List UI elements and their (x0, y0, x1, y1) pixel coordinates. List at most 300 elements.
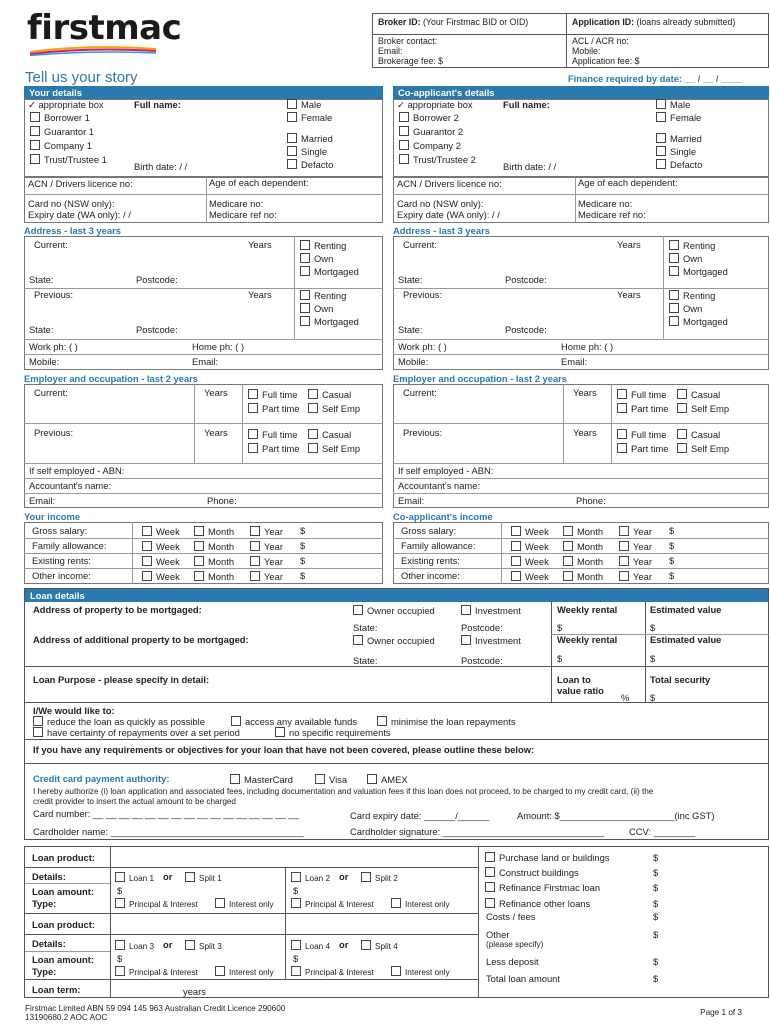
app-previous-tenure-2[interactable]: Mortgaged (300, 316, 359, 327)
co-role-1[interactable]: Guarantor 2 (399, 126, 463, 137)
use-refinance-firstmac[interactable]: Refinance Firstmac loan (485, 882, 600, 893)
checkbox[interactable] (30, 126, 40, 136)
checkbox[interactable] (287, 112, 297, 122)
co-current: Current: (403, 387, 437, 398)
ccv-field[interactable]: CCV: ________ (629, 826, 696, 837)
co-inc0-m[interactable]: Month (563, 526, 603, 537)
app-previous-emp-1[interactable]: Part time (248, 443, 300, 454)
checkbox[interactable] (142, 526, 152, 536)
dollar-sign: $ (653, 973, 659, 984)
co-medicare_ref: Medicare ref no: (578, 209, 646, 220)
checkbox[interactable] (287, 159, 297, 169)
checkbox[interactable] (391, 898, 401, 908)
checkbox[interactable] (619, 571, 629, 581)
please-specify-label: (please specify) (486, 940, 544, 949)
checkbox[interactable] (367, 774, 377, 784)
app-current-emp-2[interactable]: Casual (308, 389, 351, 400)
co-inc1-w[interactable]: Week (511, 541, 549, 552)
co-role-3[interactable]: Trust/Trustee 2 (399, 154, 476, 165)
co-medicare: Medicare no: (578, 198, 633, 209)
co-inc1-m[interactable]: Month (563, 541, 603, 552)
logo-swoosh (28, 44, 158, 56)
checkbox[interactable] (669, 316, 679, 326)
property-postcode: Postcode: (461, 622, 503, 633)
visa-option[interactable]: Visa (315, 774, 347, 785)
co-email: Email: (398, 495, 425, 506)
investment-option-2[interactable]: Investment (461, 635, 521, 646)
split-1-option[interactable]: Split 1 (185, 872, 222, 883)
io-option-1[interactable]: Interest only (215, 898, 274, 909)
checkbox[interactable] (399, 140, 409, 150)
app-status-1[interactable]: Single (287, 146, 327, 157)
checkbox[interactable] (617, 443, 627, 453)
checkbox[interactable] (617, 389, 627, 399)
checkbox[interactable] (142, 541, 152, 551)
dollar-sign: $ (293, 885, 299, 896)
checkbox[interactable] (656, 133, 666, 143)
option-no-specific[interactable]: no specific requirements (275, 727, 391, 738)
checkbox[interactable] (300, 266, 310, 276)
checkbox[interactable] (617, 429, 627, 439)
checkbox[interactable] (563, 526, 573, 536)
checkbox[interactable] (248, 389, 258, 399)
owner-occupied-option-2[interactable]: Owner occupied (353, 635, 435, 646)
checkbox[interactable] (300, 303, 310, 313)
co-status-0[interactable]: Married (656, 133, 702, 144)
dollar-sign: $ (653, 929, 659, 940)
requirements-label: If you have any requirements or objectives for your loan that have not been covered, please outline these below: (33, 744, 535, 755)
amount-field[interactable]: Amount: $______________________(inc GST) (517, 810, 715, 821)
app-previous-emp-0[interactable]: Full time (248, 429, 297, 440)
app-inc1-m[interactable]: Month (194, 541, 234, 552)
checkbox[interactable] (300, 240, 310, 250)
co-state: State: (398, 324, 423, 335)
checkbox[interactable] (619, 526, 629, 536)
costs-fees-label: Costs / fees (486, 911, 536, 922)
co-inc3-m[interactable]: Month (563, 571, 603, 582)
co-role-0[interactable]: Borrower 2 (399, 112, 459, 123)
co-dependents: Age of each dependent: (578, 177, 678, 188)
mastercard-option[interactable]: MasterCard (230, 774, 293, 785)
co-current-emp-1[interactable]: Part time (617, 403, 669, 414)
app-inc1-y[interactable]: Year (250, 541, 283, 552)
loan-1-option[interactable]: Loan 1 (115, 872, 154, 883)
checkbox[interactable] (391, 966, 401, 976)
option-reduce[interactable]: reduce the loan as quickly as possible (33, 716, 205, 727)
checkbox[interactable] (275, 727, 285, 737)
checkbox[interactable] (511, 556, 521, 566)
checkbox[interactable] (33, 716, 43, 726)
pi-option-4[interactable]: Principal & Interest (291, 966, 374, 977)
app-years: Years (204, 387, 228, 398)
co-current-emp-2[interactable]: Casual (677, 389, 720, 400)
co-current-tenure-1[interactable]: Own (669, 253, 702, 264)
loan-2-option[interactable]: Loan 2 (291, 872, 330, 883)
type-label-2: Type: (32, 966, 57, 977)
checkbox[interactable] (617, 403, 627, 413)
checkbox[interactable] (656, 112, 666, 122)
broker-contact-label: Broker contact: (378, 36, 438, 46)
app-inc0-w[interactable]: Week (142, 526, 180, 537)
app-inc2-w[interactable]: Week (142, 556, 180, 567)
app-phone: Phone: (207, 495, 237, 506)
would-like-label: I/We would like to: (33, 705, 115, 716)
amex-option[interactable]: AMEX (367, 774, 408, 785)
co-previous: Previous: (403, 427, 443, 438)
checkbox[interactable] (185, 872, 195, 882)
checkbox[interactable] (308, 429, 318, 439)
dollar-sign: $ (653, 867, 659, 878)
app-inc0-y[interactable]: Year (250, 526, 283, 537)
app-inc1-w[interactable]: Week (142, 541, 180, 552)
app-employer-heading: Employer and occupation - last 2 years (24, 373, 199, 384)
dollar-sign: $ (117, 885, 123, 896)
dollar-sign: $ (557, 622, 563, 633)
co-previous-emp-1[interactable]: Part time (617, 443, 669, 454)
co-current-emp-0[interactable]: Full time (617, 389, 666, 400)
loan-product-label-2: Loan product: (32, 919, 96, 930)
split-2-option[interactable]: Split 2 (361, 872, 398, 883)
co-status-2[interactable]: Defacto (656, 159, 702, 170)
co-card_no: Card no (NSW only): (397, 198, 484, 209)
app-current-emp-0[interactable]: Full time (248, 389, 297, 400)
estimated-value-label-2: Estimated value (650, 634, 722, 645)
footer-company: Firstmac Limited ABN 59 094 145 963 Australian Credit Licence 290600 (25, 1004, 286, 1013)
checkbox[interactable] (485, 898, 495, 908)
application-id-label: Application ID: (572, 17, 635, 27)
loan-products-table (24, 846, 479, 998)
co-current-tenure-0[interactable]: Renting (669, 240, 715, 251)
checkbox[interactable] (669, 303, 679, 313)
checkbox[interactable] (215, 898, 225, 908)
checkbox[interactable] (511, 571, 521, 581)
split-4-option[interactable]: Split 4 (361, 940, 398, 951)
loan-purpose-label: Loan Purpose - please specify in detail: (33, 674, 210, 685)
checkbox[interactable] (677, 403, 687, 413)
investment-option[interactable]: Investment (461, 605, 521, 616)
cardholder-name-field[interactable]: Cardholder name: _____________________________________ (33, 826, 304, 837)
app-acn: ACN / Drivers licence no: (28, 178, 133, 189)
checkbox[interactable] (677, 443, 687, 453)
co-inc0-w[interactable]: Week (511, 526, 549, 537)
checkbox[interactable] (656, 159, 666, 169)
checkbox[interactable] (619, 541, 629, 551)
co-inc0-y[interactable]: Year (619, 526, 652, 537)
io-option-2[interactable]: Interest only (391, 898, 450, 909)
co-dollar: $ (669, 540, 675, 551)
checkbox[interactable] (399, 126, 409, 136)
checkbox[interactable] (250, 556, 260, 566)
pi-option-3[interactable]: Principal & Interest (115, 966, 198, 977)
page-title: Tell us your story (25, 69, 138, 86)
app-mobile: Mobile: (29, 356, 60, 367)
checkbox[interactable] (353, 635, 363, 645)
checkbox[interactable] (115, 966, 125, 976)
checkbox[interactable] (353, 605, 363, 615)
option-minimise[interactable]: minimise the loan repayments (377, 716, 516, 727)
app-inc3-w[interactable]: Week (142, 571, 180, 582)
card-expiry-field[interactable]: Card expiry date: ______/______ (350, 810, 490, 821)
pi-option-1[interactable]: Principal & Interest (115, 898, 198, 909)
co-full_name: Full name: (503, 99, 550, 110)
option-certainty[interactable]: have certainty of repayments over a set period (33, 727, 240, 738)
checkbox[interactable] (115, 940, 125, 950)
less-deposit-label: Less deposit (486, 956, 539, 967)
app-birth: Birth date: / / (134, 161, 188, 172)
use-construct[interactable]: Construct buildings (485, 867, 579, 878)
loan-amount-label-1: Loan amount: (32, 886, 94, 897)
co-previous-tenure-2[interactable]: Mortgaged (669, 316, 728, 327)
owner-occupied-option[interactable]: Owner occupied (353, 605, 435, 616)
checkbox[interactable] (248, 443, 258, 453)
checkbox[interactable] (308, 443, 318, 453)
co-inc2-y[interactable]: Year (619, 556, 652, 567)
co-current-tenure-2[interactable]: Mortgaged (669, 266, 728, 277)
app-3: Other income: (32, 570, 91, 581)
checkbox[interactable] (248, 403, 258, 413)
use-purchase[interactable]: Purchase land or buildings (485, 852, 610, 863)
app-role-0[interactable]: Borrower 1 (30, 112, 90, 123)
brokerage-fee-label: Brokerage fee: $ (378, 56, 444, 66)
co-heading: Co-applicant's details (393, 86, 769, 99)
co-postcode: Postcode: (505, 324, 547, 335)
co-inc2-w[interactable]: Week (511, 556, 549, 567)
app-previous-emp-2[interactable]: Casual (308, 429, 351, 440)
loan-details-heading: Loan details (25, 589, 768, 602)
total-loan-label: Total loan amount (486, 973, 561, 984)
co-dollar: $ (669, 555, 675, 566)
acl-label: ACL / ACR no: (572, 36, 629, 46)
io-option-3[interactable]: Interest only (215, 966, 274, 977)
co-inc1-y[interactable]: Year (619, 541, 652, 552)
dollar-sign: $ (653, 911, 659, 922)
app-inc2-m[interactable]: Month (194, 556, 234, 567)
checkbox[interactable] (308, 389, 318, 399)
checkbox[interactable] (250, 541, 260, 551)
checkbox[interactable] (485, 852, 495, 862)
or-label: or (163, 871, 173, 882)
app-previous-emp-3[interactable]: Self Emp (308, 443, 360, 454)
co-years: Years (573, 387, 597, 398)
app-current-tenure-0[interactable]: Renting (300, 240, 346, 251)
app-appropriate-box: ✓ appropriate box (28, 99, 104, 110)
checkbox[interactable] (194, 556, 204, 566)
checkbox[interactable] (361, 872, 371, 882)
co-previous-emp-2[interactable]: Casual (677, 429, 720, 440)
co-income-heading: Co-applicant's income (393, 511, 493, 522)
checkbox[interactable] (291, 898, 301, 908)
dollar-sign: $ (117, 953, 123, 964)
use-refinance-other[interactable]: Refinance other loans (485, 898, 590, 909)
co-gender-0[interactable]: Male (656, 99, 690, 110)
checkbox[interactable] (563, 556, 573, 566)
app-dollar: $ (300, 555, 306, 566)
loan-4-option[interactable]: Loan 4 (291, 940, 330, 951)
checkbox[interactable] (248, 429, 258, 439)
checkbox[interactable] (511, 526, 521, 536)
checkbox[interactable] (250, 571, 260, 581)
checkbox[interactable] (194, 571, 204, 581)
co-status-1[interactable]: Single (656, 146, 696, 157)
checkbox[interactable] (669, 266, 679, 276)
dollar-sign: $ (653, 956, 659, 967)
checkbox[interactable] (656, 99, 666, 109)
application-fee-label: Application fee: $ (572, 56, 640, 66)
checkbox[interactable] (377, 716, 387, 726)
checkbox[interactable] (194, 526, 204, 536)
co-previous-tenure-0[interactable]: Renting (669, 290, 715, 301)
co-birth: Birth date: / / (503, 161, 557, 172)
app-status-0[interactable]: Married (287, 133, 333, 144)
co-current: Current: (403, 239, 437, 250)
checkbox[interactable] (461, 605, 471, 615)
checkbox[interactable] (30, 112, 40, 122)
loan-details-section (24, 588, 769, 764)
checkbox[interactable] (291, 940, 301, 950)
app-current-emp-3[interactable]: Self Emp (308, 403, 360, 414)
checkbox[interactable] (33, 727, 43, 737)
checkbox[interactable] (194, 541, 204, 551)
app-gender-1[interactable]: Female (287, 112, 332, 123)
checkbox[interactable] (291, 872, 301, 882)
app-role-3[interactable]: Trust/Trustee 1 (30, 154, 107, 165)
loan-product-label-1: Loan product: (32, 852, 96, 863)
split-3-option[interactable]: Split 3 (185, 940, 222, 951)
co-years: Years (617, 289, 641, 300)
app-status-2[interactable]: Defacto (287, 159, 333, 170)
checkbox[interactable] (300, 290, 310, 300)
checkbox[interactable] (361, 940, 371, 950)
pi-option-2[interactable]: Principal & Interest (291, 898, 374, 909)
co-role-2[interactable]: Company 2 (399, 140, 461, 151)
co-postcode: Postcode: (505, 274, 547, 285)
co-gender-1[interactable]: Female (656, 112, 701, 123)
cardholder-signature-field[interactable]: Cardholder signature: _______________________________ (350, 826, 605, 837)
checkbox[interactable] (669, 290, 679, 300)
checkbox[interactable] (287, 146, 297, 156)
app-state: State: (29, 324, 54, 335)
checkbox[interactable] (231, 716, 241, 726)
app-inc3-m[interactable]: Month (194, 571, 234, 582)
co-inc2-m[interactable]: Month (563, 556, 603, 567)
co-work_ph: Work ph: ( ) (398, 341, 447, 352)
card-number-field[interactable]: Card number: __ __ __ __ __ __ __ __ __ __ __ __ __ __ __ __ (33, 808, 299, 819)
checkbox[interactable] (115, 898, 125, 908)
app-role-1[interactable]: Guarantor 1 (30, 126, 94, 137)
checkbox[interactable] (485, 882, 495, 892)
app-current: Current: (34, 239, 68, 250)
co-mobile: Mobile: (398, 356, 429, 367)
app-current-emp-1[interactable]: Part time (248, 403, 300, 414)
co-inc3-y[interactable]: Year (619, 571, 652, 582)
io-option-4[interactable]: Interest only (391, 966, 450, 977)
checkbox[interactable] (669, 253, 679, 263)
checkbox[interactable] (677, 389, 687, 399)
checkbox[interactable] (185, 940, 195, 950)
co-previous-emp-3[interactable]: Self Emp (677, 443, 729, 454)
credit-card-heading: Credit card payment authority: (33, 773, 170, 784)
checkbox[interactable] (142, 556, 152, 566)
app-role-2[interactable]: Company 1 (30, 140, 92, 151)
other-label: Other (486, 929, 510, 940)
co-1: Family allowance: (401, 540, 476, 551)
loan-3-option[interactable]: Loan 3 (115, 940, 154, 951)
checkbox[interactable] (215, 966, 225, 976)
checkbox[interactable] (563, 541, 573, 551)
app-gender-0[interactable]: Male (287, 99, 321, 110)
checkbox[interactable] (287, 133, 297, 143)
co-previous-tenure-1[interactable]: Own (669, 303, 702, 314)
weekly-rental-label: Weekly rental (557, 604, 618, 615)
checkbox[interactable] (300, 253, 310, 263)
co-inc3-w[interactable]: Week (511, 571, 549, 582)
app-inc0-m[interactable]: Month (194, 526, 234, 537)
app-postcode: Postcode: (136, 324, 178, 335)
co-2: Existing rents: (401, 555, 460, 566)
co-state: State: (398, 274, 423, 285)
checkbox[interactable] (399, 154, 409, 164)
co-3: Other income: (401, 570, 460, 581)
checkbox[interactable] (142, 571, 152, 581)
app-current-tenure-1[interactable]: Own (300, 253, 333, 264)
co-home_ph: Home ph: ( ) (561, 341, 614, 352)
co-previous: Previous: (403, 289, 443, 300)
app-previous-tenure-1[interactable]: Own (300, 303, 333, 314)
checkbox[interactable] (291, 966, 301, 976)
option-access[interactable]: access any available funds (231, 716, 357, 727)
app-inc3-y[interactable]: Year (250, 571, 283, 582)
checkbox[interactable] (250, 526, 260, 536)
co-previous-emp-0[interactable]: Full time (617, 429, 666, 440)
checkbox[interactable] (677, 429, 687, 439)
app-abn: If self employed - ABN: (29, 465, 125, 476)
checkbox[interactable] (669, 240, 679, 250)
checkbox[interactable] (308, 403, 318, 413)
dollar-sign: $ (653, 898, 659, 909)
checkbox[interactable] (287, 99, 297, 109)
checkbox[interactable] (656, 146, 666, 156)
checkbox[interactable] (399, 112, 409, 122)
checkbox[interactable] (30, 154, 40, 164)
broker-id-hint: (Your Firstmac BID or OID) (422, 17, 529, 27)
checkbox[interactable] (115, 872, 125, 882)
loan-uses-table (479, 846, 769, 998)
app-inc2-y[interactable]: Year (250, 556, 283, 567)
co-address-heading: Address - last 3 years (393, 225, 490, 236)
authority-text-1: I hereby authorize (i) loan application and associated fees, including documentation and valuation fees if this loan does not proceed, to be charged to my credit card, (ii) the (33, 787, 654, 796)
total-security-label: Total security (650, 674, 711, 685)
dollar-sign: $ (653, 882, 659, 893)
app-heading: Your details (24, 86, 383, 99)
checkbox[interactable] (485, 867, 495, 877)
checkbox[interactable] (619, 556, 629, 566)
checkbox[interactable] (300, 316, 310, 326)
broker-mobile-label: Mobile: (572, 46, 601, 56)
type-label-1: Type: (32, 898, 57, 909)
app-current-tenure-2[interactable]: Mortgaged (300, 266, 359, 277)
checkbox[interactable] (461, 635, 471, 645)
checkbox[interactable] (30, 140, 40, 150)
app-previous-tenure-0[interactable]: Renting (300, 290, 346, 301)
checkbox[interactable] (563, 571, 573, 581)
co-current-emp-3[interactable]: Self Emp (677, 403, 729, 414)
checkbox[interactable] (511, 541, 521, 551)
checkbox[interactable] (315, 774, 325, 784)
co-years: Years (573, 427, 597, 438)
dollar-sign: $ (650, 692, 656, 703)
checkbox[interactable] (230, 774, 240, 784)
weekly-rental-label-2: Weekly rental (557, 634, 618, 645)
